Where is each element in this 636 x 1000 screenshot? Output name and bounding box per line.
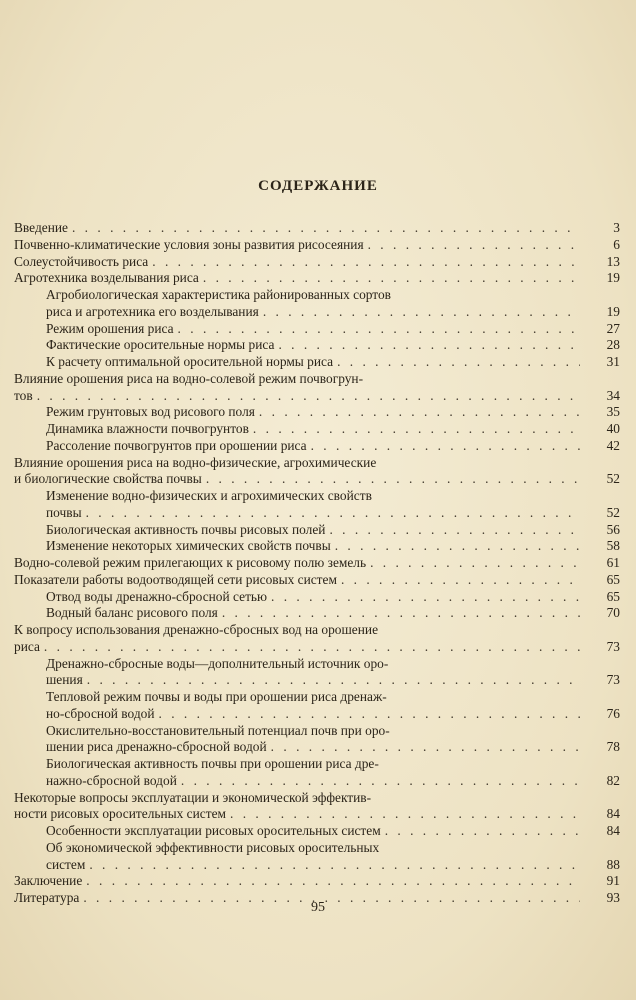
leader-dots	[368, 237, 580, 254]
toc-entry-page: 73	[606, 638, 620, 654]
toc-entry-title: риса и агротехника его возделывания	[46, 303, 259, 319]
toc-entry-title: Солеустойчивость риса	[14, 253, 149, 269]
toc-entry	[14, 840, 634, 874]
toc-entry-page: 19	[606, 270, 620, 286]
toc-entry-title: почвы	[46, 504, 82, 520]
toc-entry	[14, 555, 634, 572]
leader-dots	[370, 555, 580, 572]
toc-entry-row	[14, 806, 634, 823]
toc-entry-row	[14, 270, 634, 287]
toc-entry-title: Литература	[14, 890, 80, 905]
toc-entry-row	[14, 873, 634, 890]
toc-entry-line: Влияние орошения риса на водно-физические, агрохимические	[14, 454, 377, 470]
toc-entry-page: 6	[613, 236, 620, 252]
toc-entry-row	[46, 538, 634, 555]
toc-entry-title: систем	[46, 856, 86, 872]
leader-dots	[44, 639, 580, 656]
leader-dots	[87, 672, 580, 689]
toc-entry-page: 61	[606, 555, 620, 570]
toc-entry-page: 84	[606, 806, 620, 822]
toc-entry-title: Режим грунтовых вод рисового поля	[46, 404, 255, 420]
toc-entry-title: Показатели работы водоотводящей сети рисовых систем	[14, 571, 337, 587]
toc-entry-page: 52	[606, 504, 620, 520]
toc-entry-page: 84	[606, 823, 620, 838]
toc-entry	[14, 455, 634, 489]
page-title: СОДЕРЖАНИЕ	[258, 178, 378, 194]
leader-dots	[311, 438, 580, 455]
toc-entry	[14, 589, 634, 606]
toc-entry-title: но-сбросной водой	[46, 705, 155, 721]
toc-entry	[14, 488, 634, 522]
toc-entry-page: 93	[606, 890, 620, 905]
toc-entry-page: 65	[606, 571, 620, 587]
leader-dots	[72, 220, 580, 237]
toc-entry-title: Водный баланс рисового поля	[46, 605, 218, 621]
toc-entry-page: 88	[606, 856, 620, 872]
leader-dots	[181, 773, 580, 790]
toc-entry	[14, 572, 634, 589]
toc-entry-title: Заключение	[14, 873, 83, 889]
toc-entry-row	[46, 354, 634, 371]
toc-entry-page: 65	[606, 588, 620, 604]
toc-entry	[14, 873, 634, 890]
toc-entry	[14, 421, 634, 438]
toc-entry	[14, 689, 634, 723]
toc-entry-row	[14, 572, 634, 589]
toc-entry-page: 34	[606, 387, 620, 403]
toc-entry-row	[14, 237, 634, 254]
toc-entry-page: 56	[606, 521, 620, 537]
toc-entry-title: ности рисовых оросительных систем	[14, 806, 227, 822]
toc-entry-row	[46, 522, 634, 539]
toc-entry-line: Изменение водно-физических и агрохимических свойств	[46, 488, 372, 503]
toc-entry-row	[46, 321, 634, 338]
leader-dots	[206, 471, 580, 488]
leader-dots	[222, 605, 580, 622]
leader-dots	[203, 270, 580, 287]
toc-entry-title: шении риса дренажно-сбросной водой	[46, 739, 267, 755]
toc-entry-title: Изменение некоторых химических свойств почвы	[46, 538, 331, 554]
leader-dots	[337, 354, 580, 371]
toc-entry	[14, 321, 634, 338]
toc-entry-line: Тепловой режим почвы и воды при орошении риса дренаж-	[46, 689, 387, 704]
toc-entry-page: 3	[613, 220, 620, 235]
toc-entry	[14, 656, 634, 690]
toc-entry	[14, 337, 634, 354]
toc-entry-page: 70	[606, 605, 620, 621]
toc-entry-page: 27	[606, 320, 620, 336]
toc-entry-title: Введение	[14, 220, 68, 235]
toc-entry-line: К вопросу использования дренажно-сбросных вод на орошение	[14, 622, 379, 637]
toc-entry-title: Агротехника возделывания риса	[14, 270, 199, 286]
leader-dots	[259, 404, 580, 421]
toc-entry-row	[14, 471, 634, 488]
leader-dots	[278, 337, 580, 354]
toc-entry-row	[14, 254, 634, 271]
leader-dots	[271, 589, 580, 606]
toc-entry-title: Фактические оросительные нормы риса	[46, 337, 275, 353]
toc-entry	[14, 354, 634, 371]
toc-entry	[14, 522, 634, 539]
toc-entry-page: 31	[606, 354, 620, 369]
toc-entry-row	[46, 404, 634, 421]
toc-entry-row	[46, 706, 634, 723]
toc-entry-page: 82	[606, 772, 620, 788]
toc-entry-row	[46, 304, 634, 321]
toc-entry-row	[46, 773, 634, 790]
toc-entry	[14, 270, 634, 287]
toc-entry-page: 35	[606, 404, 620, 420]
toc-entry-line: Некоторые вопросы эксплуатации и экономической эффектив-	[14, 789, 372, 805]
table-of-contents	[14, 220, 634, 907]
toc-entry-title: Динамика влажности почвогрунтов	[46, 421, 249, 436]
toc-entry-line: Влияние орошения риса на водно-солевой режим почвогрун-	[14, 370, 364, 386]
toc-entry	[14, 438, 634, 455]
toc-entry-page: 91	[606, 873, 620, 889]
toc-entry	[14, 371, 634, 405]
toc-entry-row	[14, 388, 634, 405]
toc-entry-page: 40	[606, 421, 620, 436]
leader-dots	[230, 806, 580, 823]
toc-entry-title: риса	[14, 638, 40, 654]
toc-entry-title: Режим орошения риса	[46, 320, 174, 336]
toc-entry-title: тов	[14, 387, 33, 403]
toc-entry-row	[46, 857, 634, 874]
toc-entry-page: 78	[606, 739, 620, 755]
toc-entry-page: 73	[606, 672, 620, 688]
toc-entry-page: 58	[606, 538, 620, 554]
toc-entry-title: Биологическая активность почвы рисовых полей	[46, 521, 326, 537]
toc-entry-line: Об экономической эффективности рисовых оросительных	[46, 839, 380, 855]
toc-entry-row	[46, 505, 634, 522]
toc-entry-row	[14, 220, 634, 237]
leader-dots	[253, 421, 580, 438]
toc-entry-row	[46, 739, 634, 756]
toc-entry-page: 42	[606, 437, 620, 453]
toc-entry	[14, 237, 634, 254]
toc-entry-line: Окислительно-восстановительный потенциал почв при оро-	[46, 722, 390, 738]
toc-entry-title: К расчету оптимальной оросительной нормы риса	[46, 354, 334, 369]
leader-dots	[152, 254, 580, 271]
leader-dots	[385, 823, 580, 840]
toc-entry-page: 13	[606, 253, 620, 269]
toc-entry-page: 76	[606, 705, 620, 721]
leader-dots	[263, 304, 580, 321]
leader-dots	[86, 505, 580, 522]
toc-entry	[14, 538, 634, 555]
toc-entry-title: Водно-солевой режим прилегающих к рисовому полю земель	[14, 555, 367, 570]
toc-entry-title: Рассоление почвогрунтов при орошении риса	[46, 437, 307, 453]
toc-entry-row	[14, 639, 634, 656]
toc-entry	[14, 220, 634, 237]
leader-dots	[271, 739, 580, 756]
toc-entry-row	[46, 823, 634, 840]
toc-entry-row	[46, 589, 634, 606]
toc-entry-page: 19	[606, 303, 620, 319]
toc-entry-title: и биологические свойства почвы	[14, 471, 202, 487]
toc-entry-line: Дренажно-сбросные воды—дополнительный источник оро-	[46, 655, 389, 671]
leader-dots	[335, 538, 580, 555]
toc-entry	[14, 404, 634, 421]
toc-entry	[14, 605, 634, 622]
toc-entry	[14, 254, 634, 271]
toc-entry-row	[46, 421, 634, 438]
toc-entry-row	[46, 337, 634, 354]
toc-entry-line: Агробиологическая характеристика районированных сортов	[46, 287, 391, 302]
toc-entry	[14, 823, 634, 840]
leader-dots	[178, 321, 580, 338]
toc-entry	[14, 622, 634, 656]
toc-entry	[14, 287, 634, 321]
toc-entry-title: Почвенно-климатические условия зоны развития рисосеяния	[14, 236, 364, 252]
leader-dots	[86, 873, 580, 890]
leader-dots	[329, 522, 580, 539]
toc-entry	[14, 790, 634, 824]
toc-entry-title: Отвод воды дренажно-сбросной сетью	[46, 588, 268, 604]
leader-dots	[89, 857, 580, 874]
leader-dots	[159, 706, 581, 723]
toc-entry-row	[46, 605, 634, 622]
leader-dots	[341, 572, 580, 589]
leader-dots	[37, 388, 580, 405]
toc-entry	[14, 723, 634, 757]
toc-entry	[14, 756, 634, 790]
toc-entry-line: Биологическая активность почвы при орошении риса дре-	[46, 756, 379, 771]
toc-entry-page: 28	[606, 337, 620, 353]
toc-entry-title: шения	[46, 672, 83, 688]
page-number: 95	[311, 900, 325, 915]
toc-entry-page: 52	[606, 471, 620, 487]
toc-entry-title: Особенности эксплуатации рисовых оросительных систем	[46, 823, 381, 838]
toc-entry-title: нажно-сбросной водой	[46, 772, 177, 788]
toc-entry-row	[46, 438, 634, 455]
toc-entry-row	[14, 555, 634, 572]
toc-entry-row	[46, 672, 634, 689]
